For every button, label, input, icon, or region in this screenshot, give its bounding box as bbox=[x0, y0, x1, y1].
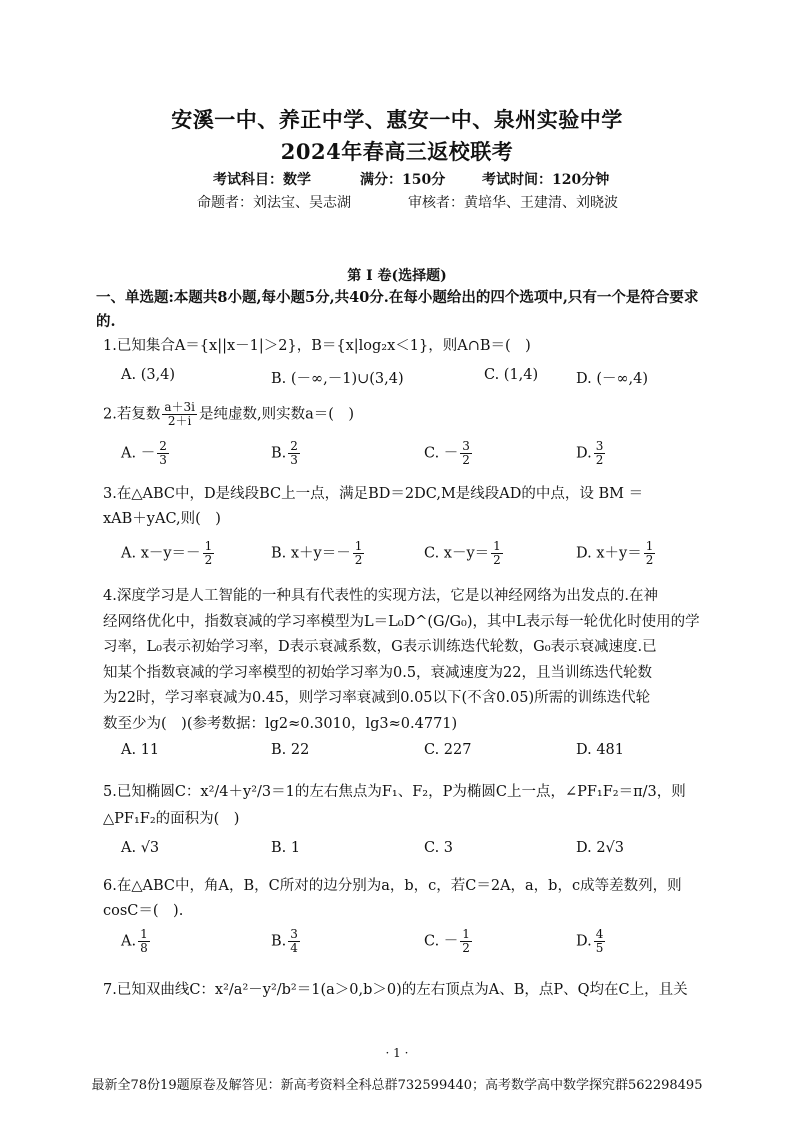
option-fraction-den: 3 bbox=[290, 453, 298, 467]
option-label: B. x＋y＝－ bbox=[271, 545, 351, 562]
option-fraction bbox=[644, 540, 656, 567]
exam-subject: 考试科目：数学 bbox=[213, 172, 311, 188]
question-4-line2: 经网络优化中，指数衰减的学习率模型为L＝L₀D^(G/G₀)，其中L表示每一轮优化时使用的学 bbox=[103, 614, 700, 630]
question-4-option-c: C. 227 bbox=[424, 742, 472, 758]
option-fraction-num: 1 bbox=[354, 539, 363, 553]
option-label: B. bbox=[271, 445, 287, 462]
question-4-line6: 数至少为( )(参考数据：lg2≈0.3010，lg3≈0.4771) bbox=[103, 716, 458, 732]
question-5-option-b: B. 1 bbox=[271, 840, 301, 856]
option-fraction-den: 2 bbox=[645, 553, 654, 567]
question-4-option-d: D. 481 bbox=[576, 742, 625, 758]
option-fraction-den: 2 bbox=[462, 941, 470, 955]
question-2-fraction-den: 2＋i bbox=[167, 414, 192, 428]
option-label: C. － bbox=[424, 445, 459, 462]
question-1-stem: 1.已知集合A＝{x||x－1|＞2}，B＝{x|log₂x＜1}，则A∩B＝( ) bbox=[103, 338, 531, 354]
option-label: D. x＋y＝ bbox=[576, 545, 642, 562]
option-fraction-den: 3 bbox=[159, 453, 167, 467]
option-fraction bbox=[491, 540, 503, 567]
question-4-line4: 知某个指数衰减的学习率模型的初始学习率为0.5，衰减速度为22，且当训练迭代轮数 bbox=[103, 665, 653, 681]
question-4-line1: 4.深度学习是人工智能的一种具有代表性的实现方法，它是以神经网络为出发点的.在神 bbox=[103, 588, 658, 604]
option-fraction-den: 5 bbox=[595, 941, 604, 955]
option-fraction-num: 1 bbox=[140, 927, 148, 941]
question-2-stem-post: 是纯虚数,则实数a＝( ) bbox=[198, 406, 355, 423]
question-5-option-a: A. √3 bbox=[121, 840, 160, 856]
page-number: · 1 · bbox=[385, 1046, 409, 1060]
question-2-fraction bbox=[162, 401, 197, 428]
question-6-option-c bbox=[424, 928, 474, 955]
option-label: C. － bbox=[424, 933, 459, 950]
question-4-option-b: B. 22 bbox=[271, 742, 310, 758]
question-4-option-a: A. 11 bbox=[121, 742, 160, 758]
option-fraction-den: 2 bbox=[204, 553, 213, 567]
question-5-option-d: D. 2√3 bbox=[576, 840, 625, 856]
question-6-option-d bbox=[576, 928, 607, 955]
option-fraction-den: 2 bbox=[595, 453, 604, 467]
question-6-option-b bbox=[271, 928, 302, 955]
question-2-fraction-num: a＋3i bbox=[164, 400, 195, 414]
exam-title-schools: 安溪一中、养正中学、惠安一中、泉州实验中学 bbox=[171, 107, 623, 132]
exam-reviewers: 审核者：黄培华、王建清、刘晓波 bbox=[408, 195, 618, 211]
option-fraction-den: 2 bbox=[493, 553, 501, 567]
option-fraction bbox=[353, 540, 365, 567]
option-fraction-num: 3 bbox=[595, 439, 604, 453]
option-fraction-num: 1 bbox=[204, 539, 213, 553]
option-fraction-den: 8 bbox=[140, 941, 148, 955]
option-label: C. x－y＝ bbox=[424, 545, 490, 562]
section-title: 第 Ⅰ 卷(选择题) bbox=[347, 268, 447, 284]
option-fraction bbox=[288, 440, 300, 467]
question-5-stem-line2: △PF₁F₂的面积为( ) bbox=[103, 811, 240, 827]
question-6-option-a bbox=[121, 928, 152, 955]
option-label: A. － bbox=[121, 445, 156, 462]
exam-title-name: 2024年春高三返校联考 bbox=[280, 139, 514, 164]
question-3-option-c bbox=[424, 540, 505, 567]
option-fraction bbox=[460, 928, 472, 955]
question-3-stem-line1: 3.在△ABC中，D是线段BC上一点，满足BD＝2DC,M是线段AD的中点，设 BM ＝ bbox=[103, 486, 644, 502]
question-3-option-b bbox=[271, 540, 366, 567]
option-fraction bbox=[460, 440, 472, 467]
option-fraction-den: 4 bbox=[290, 941, 298, 955]
option-fraction-den: 2 bbox=[462, 453, 470, 467]
option-fraction-den: 2 bbox=[354, 553, 363, 567]
question-1-option-c: C. (1,4) bbox=[484, 367, 539, 383]
footer-note: 最新全78份19题原卷及解答见：新高考资料全科总群732599440；高考数学高中数学探究群562298495 bbox=[91, 1078, 703, 1093]
option-label: A. x－y＝－ bbox=[121, 545, 201, 562]
exam-full-score: 满分：150分 bbox=[360, 172, 446, 188]
question-2-option-c bbox=[424, 440, 474, 467]
option-label: A. bbox=[121, 933, 137, 950]
question-6-stem-line2: cosC＝( ). bbox=[103, 903, 184, 919]
option-fraction-num: 1 bbox=[462, 927, 470, 941]
question-3-option-d bbox=[576, 540, 657, 567]
question-2-option-b bbox=[271, 440, 302, 467]
question-5-option-c: C. 3 bbox=[424, 840, 454, 856]
question-7-stem-line1: 7.已知双曲线C：x²/a²－y²/b²＝1(a＞0,b＞0)的左右顶点为A、B，点P、Q均在C上，且关 bbox=[103, 982, 688, 998]
option-fraction bbox=[594, 440, 606, 467]
question-1-option-b: B. (－∞,－1)∪(3,4) bbox=[271, 371, 404, 387]
option-fraction-num: 2 bbox=[290, 439, 298, 453]
option-fraction bbox=[594, 928, 606, 955]
question-2-stem-pre: 2.若复数 bbox=[103, 406, 161, 423]
option-fraction-num: 1 bbox=[645, 539, 654, 553]
option-fraction-num: 1 bbox=[493, 539, 501, 553]
option-fraction-num: 4 bbox=[595, 927, 604, 941]
option-fraction bbox=[203, 540, 215, 567]
question-1-option-d: D. (－∞,4) bbox=[576, 371, 649, 387]
question-4-line5: 为22时，学习率衰减为0.45，则学习率衰减到0.05以下(不含0.05)所需的训练迭代轮 bbox=[103, 690, 651, 706]
question-2-option-a bbox=[121, 440, 171, 467]
section-instruction: 一、单选题:本题共8小题,每小题5分,共40分.在每小题给出的四个选项中,只有一个是符合要求的. bbox=[96, 289, 699, 330]
option-fraction bbox=[157, 440, 169, 467]
option-fraction-num: 3 bbox=[462, 439, 470, 453]
option-fraction-num: 2 bbox=[159, 439, 167, 453]
question-6-stem-line1: 6.在△ABC中，角A，B，C所对的边分别为a，b，c，若C＝2A，a，b，c成等差数列，则 bbox=[103, 878, 682, 894]
option-fraction bbox=[138, 928, 150, 955]
question-1-option-a: A. (3,4) bbox=[121, 367, 176, 383]
question-2-option-d bbox=[576, 440, 607, 467]
option-label: B. bbox=[271, 933, 287, 950]
exam-authors: 命题者：刘法宝、吴志湖 bbox=[197, 195, 351, 211]
question-3-stem-line2: xAB＋yAC,则( ) bbox=[103, 511, 221, 527]
question-4-line3: 习率，L₀表示初始学习率，D表示衰减系数，G表示训练迭代轮数，G₀表示衰减速度.已 bbox=[103, 639, 657, 655]
option-label: D. bbox=[576, 445, 592, 462]
exam-time: 考试时间：120分钟 bbox=[482, 172, 610, 188]
question-5-stem-line1: 5.已知椭圆C：x²/4＋y²/3＝1的左右焦点为F₁、F₂，P为椭圆C上一点，∠PF₁F₂＝π/3，则 bbox=[103, 784, 686, 800]
question-2-stem bbox=[103, 401, 721, 428]
option-label: D. bbox=[576, 933, 592, 950]
option-fraction-num: 3 bbox=[290, 927, 298, 941]
option-fraction bbox=[288, 928, 300, 955]
question-3-option-a bbox=[121, 540, 216, 567]
